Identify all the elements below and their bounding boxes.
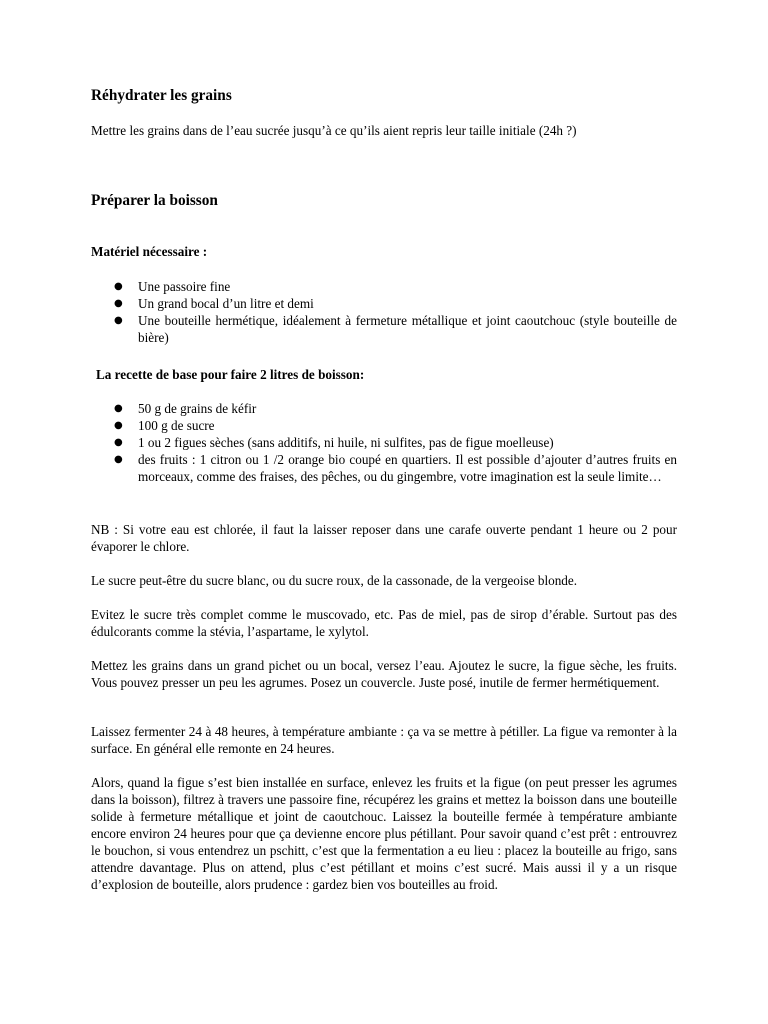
list-item: ● des fruits : 1 citron ou 1 /2 orange bio coupé en quartiers. Il est possible d’ajouter d’autres fruits en morceaux, comme des fraises, des pêches, ou du gingembre, votre imagination est la seule limite… bbox=[114, 452, 677, 484]
heading-recette: La recette de base pour faire 2 litres de boisson: bbox=[96, 367, 365, 382]
paragraph-nb: NB : Si votre eau est chlorée, il faut la laisser reposer dans une carafe ouverte pendant 1 heure ou 2 pour évaporer le chlore. bbox=[91, 522, 677, 554]
paragraph-sucre: Le sucre peut-être du sucre blanc, ou du sucre roux, de la cassonade, de la vergeoise blonde. bbox=[91, 573, 578, 588]
materiel-list bbox=[91, 278, 677, 346]
recette-list bbox=[91, 400, 677, 485]
paragraph-rehydrater: Mettre les grains dans de l’eau sucrée jusqu’à ce qu’ils aient repris leur taille initiale (24h ?) bbox=[91, 123, 577, 138]
paragraph-evitez: Evitez le sucre très complet comme le muscovado, etc. Pas de miel, pas de sirop d’érable. Surtout pas des édulcorants comme la stévia, l’aspartame, le xylytol. bbox=[91, 607, 677, 639]
bullet-icon: ● bbox=[114, 454, 123, 465]
paragraph-mettez: Mettez les grains dans un grand pichet ou un bocal, versez l’eau. Ajoutez le sucre, la figue sèche, les fruits. Vous pouvez presser un peu les agrumes. Posez un couvercle. Juste posé, inutile de fermer hermétiquement. bbox=[91, 658, 677, 690]
paragraph-alors: Alors, quand la figue s’est bien installée en surface, enlevez les fruits et la figue (on peut presser les agrumes dans la boisson), filtrez à travers une passoire fine, récupérez les grains et mettez la boisson dans une bouteille solide à fermeture métallique et joint de caoutchouc. Laissez la bouteille fermée à température ambiante encore environ 24 heures pour que ça devienne encore plus pétillant. Pour savoir quand c’est prêt : entrouvrez le bouchon, si vous entendrez un pschitt, c’est que la fermentation a eu lieu : placez la bouteille au frigo, sans attendre davantage. Plus on attend, plus c’est pétillant et moins c’est sucré. Mais aussi il y a un risque d’explosion de bouteille, alors prudence : gardez bien vos bouteilles au froid. bbox=[91, 775, 677, 892]
list-item: ● 1 ou 2 figues sèches (sans additifs, ni huile, ni sulfites, pas de figue moelleuse) bbox=[114, 435, 554, 450]
heading-rehydrater: Réhydrater les grains bbox=[91, 87, 232, 104]
list-item: ● Un grand bocal d’un litre et demi bbox=[114, 296, 314, 311]
paragraph-laissez: Laissez fermenter 24 à 48 heures, à température ambiante : ça va se mettre à pétiller. La figue va remonter à la surface. En général elle remonte en 24 heures. bbox=[91, 724, 677, 756]
list-item: ● Une passoire fine bbox=[114, 279, 231, 294]
bullet-icon: ● bbox=[114, 437, 123, 448]
heading-materiel: Matériel nécessaire : bbox=[91, 244, 208, 259]
list-item: ● 100 g de sucre bbox=[114, 418, 215, 433]
list-item: ● 50 g de grains de kéfir bbox=[114, 401, 257, 416]
bullet-icon: ● bbox=[114, 420, 123, 431]
bullet-icon: ● bbox=[114, 315, 123, 326]
list-item: ● Une bouteille hermétique, idéalement à fermeture métallique et joint caoutchouc (style bouteille de bière) bbox=[114, 313, 677, 345]
bullet-icon: ● bbox=[114, 403, 123, 414]
bullet-icon: ● bbox=[114, 281, 123, 292]
heading-preparer: Préparer la boisson bbox=[91, 192, 218, 209]
bullet-icon: ● bbox=[114, 298, 123, 309]
